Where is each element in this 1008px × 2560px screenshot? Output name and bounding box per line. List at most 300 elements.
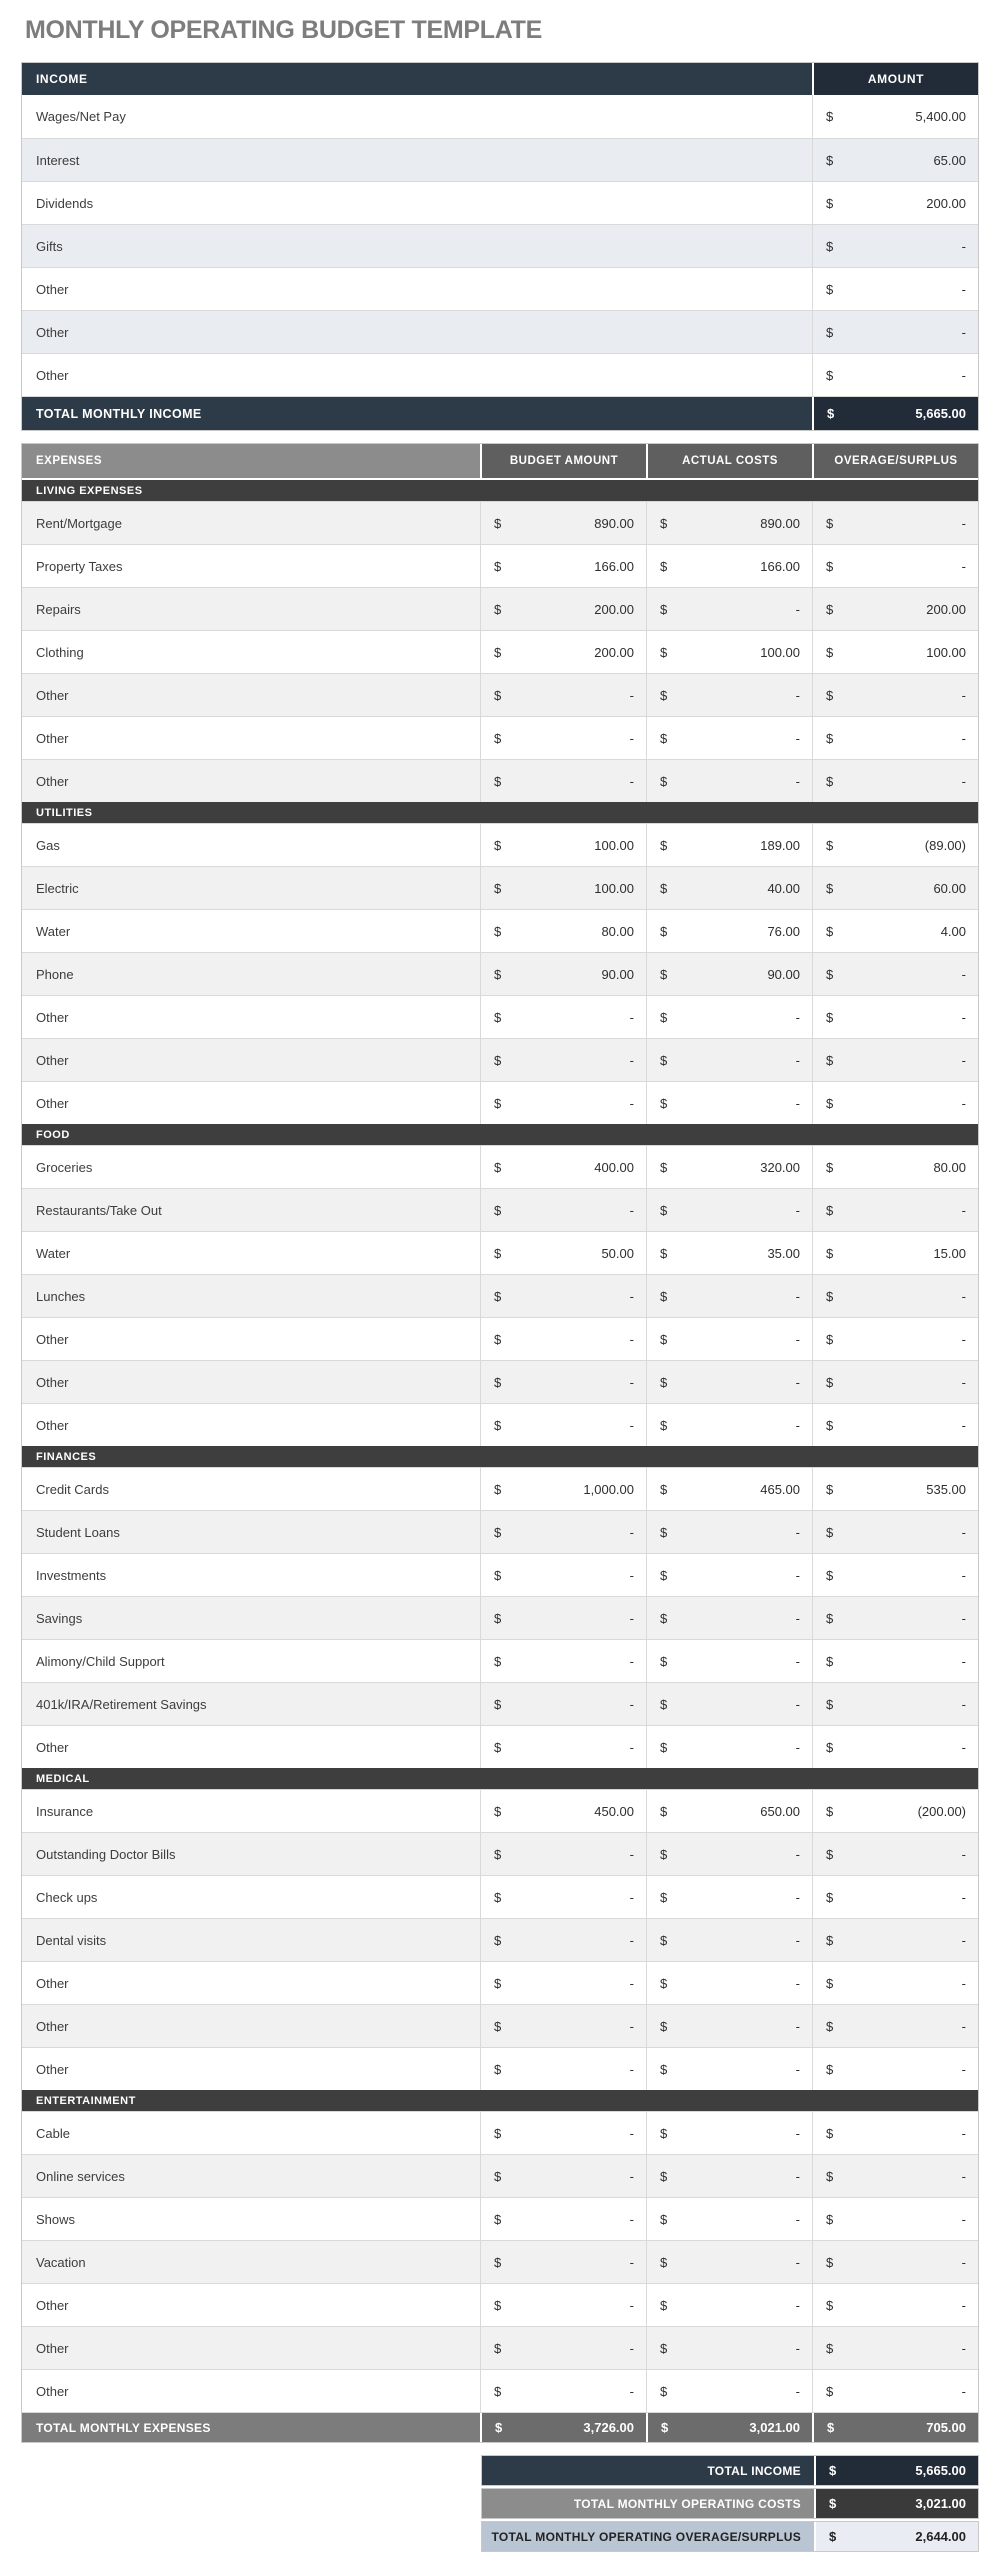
currency-symbol: $	[494, 1567, 502, 1583]
amount-value: -	[795, 1653, 800, 1669]
actual-costs-cell	[646, 1640, 812, 1682]
actual-costs-cell	[646, 1511, 812, 1553]
income-row-amount	[812, 268, 978, 310]
currency-symbol: $	[660, 1481, 668, 1497]
expense-row-other-6	[22, 759, 978, 802]
budget-amount-cell	[480, 867, 646, 909]
currency-symbol: $	[660, 515, 668, 531]
currency-symbol: $	[494, 837, 502, 853]
currency-symbol: $	[660, 1374, 668, 1390]
expense-row-water-2	[22, 909, 978, 952]
amount-value: -	[795, 2297, 800, 2313]
amount-value: 100.00	[926, 644, 966, 660]
budget-amount-cell	[480, 2112, 646, 2154]
amount-value: -	[795, 1095, 800, 1111]
currency-symbol: $	[660, 1159, 668, 1175]
amount-value: -	[961, 1739, 966, 1755]
currency-symbol: $	[660, 966, 668, 982]
amount-value: -	[629, 2061, 634, 2077]
budget-amount-cell	[480, 1962, 646, 2004]
amount-value: 100.00	[594, 837, 634, 853]
amount-value: 90.00	[767, 966, 800, 982]
summary-totals	[481, 2455, 979, 2552]
amount-value: 3,726.00	[583, 2420, 634, 2435]
expense-row-label: Other	[36, 2297, 69, 2313]
expense-row-shows-2	[22, 2197, 978, 2240]
actual-costs-cell	[646, 545, 812, 587]
amount-value: -	[961, 1288, 966, 1304]
expense-row-label: Check ups	[36, 1889, 98, 1905]
currency-symbol: $	[660, 2125, 668, 2141]
expense-row-dental-visits-3	[22, 1918, 978, 1961]
overage-surplus-column-header: OVERAGE/SURPLUS	[812, 444, 978, 478]
amount-value: -	[795, 2211, 800, 2227]
amount-value: -	[795, 730, 800, 746]
expense-row-label: Other	[36, 1374, 69, 1390]
currency-symbol: $	[660, 1803, 668, 1819]
actual-costs-cell	[646, 717, 812, 759]
amount-value: -	[961, 1696, 966, 1712]
actual-costs-cell	[646, 1232, 812, 1274]
amount-value: 80.00	[601, 923, 634, 939]
budget-amount-cell	[480, 824, 646, 866]
currency-symbol: $	[494, 1374, 502, 1390]
amount-value: 200.00	[594, 601, 634, 617]
amount-value: -	[961, 966, 966, 982]
actual-costs-cell	[646, 1833, 812, 1875]
amount-value: -	[795, 601, 800, 617]
amount-value: -	[629, 2340, 634, 2356]
amount-value: -	[629, 1202, 634, 1218]
amount-value: -	[795, 2254, 800, 2270]
expense-row-label: Restaurants/Take Out	[36, 1202, 162, 1218]
budget-amount-cell	[480, 1640, 646, 1682]
amount-value: -	[629, 1095, 634, 1111]
currency-symbol: $	[826, 923, 834, 939]
currency-symbol: $	[494, 773, 502, 789]
expense-row-online-services-1	[22, 2154, 978, 2197]
expense-row-label: Investments	[36, 1567, 107, 1583]
currency-symbol: $	[494, 2018, 502, 2034]
currency-symbol: $	[660, 1009, 668, 1025]
overage-surplus-cell	[812, 953, 978, 995]
actual-costs-cell	[646, 867, 812, 909]
expense-row-other-5	[22, 2004, 978, 2047]
currency-symbol: $	[826, 367, 834, 383]
amount-value: 465.00	[760, 1481, 800, 1497]
currency-symbol: $	[826, 238, 834, 254]
amount-value: -	[629, 1696, 634, 1712]
amount-value: -	[795, 1524, 800, 1540]
expense-row-label: Dental visits	[36, 1932, 107, 1948]
income-row-label: Wages/Net Pay	[36, 109, 126, 124]
amount-value: -	[961, 1009, 966, 1025]
overage-surplus-cell	[812, 1232, 978, 1274]
amount-value: -	[629, 2018, 634, 2034]
currency-symbol: $	[660, 1202, 668, 1218]
expense-row-repairs-2	[22, 587, 978, 630]
amount-value: -	[961, 1610, 966, 1626]
currency-symbol: $	[494, 2211, 502, 2227]
amount-value: -	[629, 2211, 634, 2227]
amount-value: 15.00	[933, 1245, 966, 1261]
currency-symbol: $	[826, 837, 834, 853]
currency-symbol: $	[660, 2211, 668, 2227]
expense-row-label: Savings	[36, 1610, 83, 1626]
currency-symbol: $	[494, 1932, 502, 1948]
budget-amount-cell	[480, 760, 646, 802]
currency-symbol: $	[494, 1524, 502, 1540]
overage-surplus-cell	[812, 1919, 978, 1961]
currency-symbol: $	[494, 2383, 502, 2399]
expense-row-other-5	[22, 716, 978, 759]
currency-symbol: $	[660, 2383, 668, 2399]
budget-amount-cell	[480, 1554, 646, 1596]
expense-row-label: Other	[36, 773, 69, 789]
expense-row-label: Electric	[36, 880, 79, 896]
expense-row-label: Repairs	[36, 601, 81, 617]
amount-value: 166.00	[760, 558, 800, 574]
amount-value: 200.00	[594, 644, 634, 660]
budget-amount-cell	[480, 717, 646, 759]
budget-amount-cell	[480, 2155, 646, 2197]
income-row-label: Interest	[36, 152, 80, 168]
amount-value: -	[961, 1331, 966, 1347]
amount-value: 90.00	[601, 966, 634, 982]
currency-symbol: $	[660, 2254, 668, 2270]
expense-sections	[22, 480, 978, 2412]
currency-symbol: $	[826, 1159, 834, 1175]
summary-row-label: TOTAL MONTHLY OPERATING COSTS	[482, 2489, 814, 2518]
currency-symbol: $	[826, 2211, 834, 2227]
amount-value: -	[961, 1374, 966, 1390]
income-row-wages-net-pay-0	[22, 95, 978, 138]
currency-symbol: $	[494, 558, 502, 574]
budget-amount-cell	[480, 996, 646, 1038]
currency-symbol: $	[661, 2420, 669, 2435]
currency-symbol: $	[494, 2125, 502, 2141]
currency-symbol: $	[494, 1052, 502, 1068]
amount-value: -	[795, 2125, 800, 2141]
currency-symbol: $	[660, 2018, 668, 2034]
budget-amount-cell	[480, 2327, 646, 2369]
amount-value: -	[629, 1846, 634, 1862]
currency-symbol: $	[826, 1417, 834, 1433]
actual-costs-cell	[646, 1146, 812, 1188]
income-row-amount	[812, 225, 978, 267]
currency-symbol: $	[826, 281, 834, 297]
actual-costs-cell	[646, 2241, 812, 2283]
amount-value: -	[795, 1932, 800, 1948]
section-header-living-expenses: LIVING EXPENSES	[22, 480, 978, 501]
expense-row-other-5	[22, 2326, 978, 2369]
amount-value: -	[629, 2125, 634, 2141]
currency-symbol: $	[494, 1975, 502, 1991]
amount-value: 100.00	[594, 880, 634, 896]
amount-value: -	[795, 687, 800, 703]
amount-value: -	[961, 558, 966, 574]
currency-symbol: $	[826, 1524, 834, 1540]
actual-costs-cell	[646, 2370, 812, 2412]
income-row-other-6	[22, 353, 978, 396]
expense-row-other-5	[22, 1038, 978, 1081]
currency-symbol: $	[494, 2340, 502, 2356]
income-header-row	[22, 63, 978, 95]
amount-value: 450.00	[594, 1803, 634, 1819]
overage-surplus-cell	[812, 1275, 978, 1317]
actual-costs-cell	[646, 1919, 812, 1961]
currency-symbol: $	[660, 687, 668, 703]
amount-value: -	[961, 2383, 966, 2399]
amount-value: -	[795, 2168, 800, 2184]
amount-value: -	[961, 1524, 966, 1540]
overage-surplus-cell	[812, 2284, 978, 2326]
amount-value: 890.00	[594, 515, 634, 531]
section-header-finances: FINANCES	[22, 1446, 978, 1467]
currency-symbol: $	[826, 2018, 834, 2034]
amount-value: -	[795, 1889, 800, 1905]
overage-surplus-cell	[812, 2005, 978, 2047]
overage-surplus-cell	[812, 2241, 978, 2283]
currency-symbol: $	[826, 1245, 834, 1261]
expense-row-label: Water	[36, 923, 71, 939]
amount-value: -	[795, 1052, 800, 1068]
currency-symbol: $	[826, 2125, 834, 2141]
income-row-other-5	[22, 310, 978, 353]
amount-value: -	[961, 687, 966, 703]
amount-value: 60.00	[933, 880, 966, 896]
currency-symbol: $	[826, 109, 834, 124]
income-row-gifts-3	[22, 224, 978, 267]
total-monthly-expenses-row	[22, 2412, 978, 2442]
budget-amount-cell	[480, 1082, 646, 1124]
summary-row-amount	[814, 2456, 978, 2485]
amount-value: -	[795, 2061, 800, 2077]
amount-value: -	[795, 1009, 800, 1025]
currency-symbol: $	[826, 2383, 834, 2399]
currency-symbol: $	[494, 966, 502, 982]
currency-symbol: $	[660, 1696, 668, 1712]
currency-symbol: $	[494, 1095, 502, 1111]
amount-value: -	[629, 1524, 634, 1540]
actual-costs-cell	[646, 502, 812, 544]
currency-symbol: $	[494, 2061, 502, 2077]
budget-amount-cell	[480, 1146, 646, 1188]
actual-costs-cell	[646, 910, 812, 952]
currency-symbol: $	[660, 1653, 668, 1669]
expense-row-investments-2	[22, 1553, 978, 1596]
currency-symbol: $	[826, 1374, 834, 1390]
expense-row-label: Other	[36, 1331, 69, 1347]
overage-surplus-cell	[812, 2048, 978, 2090]
income-row-label: Other	[36, 367, 69, 383]
actual-costs-cell	[646, 996, 812, 1038]
currency-symbol: $	[660, 1288, 668, 1304]
currency-symbol: $	[826, 1846, 834, 1862]
currency-symbol: $	[826, 1009, 834, 1025]
amount-value: -	[961, 1202, 966, 1218]
summary-row-total-monthly-operating-overage-surplus	[481, 2521, 979, 2552]
currency-symbol: $	[494, 1803, 502, 1819]
actual-costs-cell	[646, 1554, 812, 1596]
budget-amount-cell	[480, 1189, 646, 1231]
expense-row-label: Gas	[36, 837, 60, 853]
expense-row-vacation-3	[22, 2240, 978, 2283]
expense-row-label: Other	[36, 1009, 69, 1025]
overage-surplus-cell	[812, 1790, 978, 1832]
amount-value: 189.00	[760, 837, 800, 853]
income-rows	[22, 95, 978, 396]
currency-symbol: $	[660, 1889, 668, 1905]
expense-row-outstanding-doctor-bills-1	[22, 1832, 978, 1875]
budget-amount-cell	[480, 953, 646, 995]
currency-symbol: $	[494, 1331, 502, 1347]
overage-surplus-cell	[812, 1554, 978, 1596]
section-header-food: FOOD	[22, 1124, 978, 1145]
currency-symbol: $	[826, 601, 834, 617]
amount-value: -	[629, 1610, 634, 1626]
amount-value: 400.00	[594, 1159, 634, 1175]
actual-costs-cell	[646, 2112, 812, 2154]
expense-row-water-2	[22, 1231, 978, 1274]
overage-surplus-cell	[812, 1361, 978, 1403]
currency-symbol: $	[660, 730, 668, 746]
summary-row-total-monthly-operating-costs	[481, 2488, 979, 2519]
total-expenses-overage-surplus	[812, 2413, 978, 2442]
currency-symbol: $	[660, 773, 668, 789]
amount-value: -	[629, 2383, 634, 2399]
amount-value: 200.00	[926, 601, 966, 617]
currency-symbol: $	[494, 1653, 502, 1669]
amount-column-header: AMOUNT	[812, 63, 978, 95]
amount-value: -	[961, 2168, 966, 2184]
amount-value: 3,021.00	[915, 2496, 966, 2511]
summary-row-total-income	[481, 2455, 979, 2486]
expense-row-electric-1	[22, 866, 978, 909]
actual-costs-cell	[646, 1468, 812, 1510]
actual-costs-cell	[646, 1962, 812, 2004]
budget-amount-cell	[480, 1833, 646, 1875]
currency-symbol: $	[660, 1095, 668, 1111]
income-row-amount	[812, 354, 978, 396]
overage-surplus-cell	[812, 2155, 978, 2197]
currency-symbol: $	[494, 1696, 502, 1712]
expense-row-label: Insurance	[36, 1803, 94, 1819]
overage-surplus-cell	[812, 1189, 978, 1231]
currency-symbol: $	[494, 2168, 502, 2184]
amount-value: -	[795, 2340, 800, 2356]
currency-symbol: $	[660, 1610, 668, 1626]
amount-value: 80.00	[933, 1159, 966, 1175]
amount-value: -	[961, 2297, 966, 2313]
section-header-entertainment: ENTERTAINMENT	[22, 2090, 978, 2111]
expense-row-other-6	[22, 2047, 978, 2090]
actual-costs-cell	[646, 1318, 812, 1360]
expense-row-label: Property Taxes	[36, 558, 123, 574]
currency-symbol: $	[494, 644, 502, 660]
overage-surplus-cell	[812, 1146, 978, 1188]
amount-value: -	[795, 1288, 800, 1304]
income-row-label: Other	[36, 324, 69, 340]
overage-surplus-cell	[812, 1468, 978, 1510]
expense-row-label: Other	[36, 2018, 69, 2034]
overage-surplus-cell	[812, 1876, 978, 1918]
currency-symbol: $	[826, 1202, 834, 1218]
currency-symbol: $	[826, 773, 834, 789]
overage-surplus-cell	[812, 867, 978, 909]
currency-symbol: $	[829, 2496, 837, 2511]
amount-value: -	[795, 1975, 800, 1991]
expense-row-label: Other	[36, 730, 69, 746]
overage-surplus-cell	[812, 631, 978, 673]
currency-symbol: $	[826, 1975, 834, 1991]
currency-symbol: $	[826, 324, 834, 340]
actual-costs-cell	[646, 1361, 812, 1403]
actual-costs-cell	[646, 2327, 812, 2369]
amount-value: -	[961, 2254, 966, 2270]
currency-symbol: $	[494, 1846, 502, 1862]
expense-row-check-ups-2	[22, 1875, 978, 1918]
total-monthly-expenses-label: TOTAL MONTHLY EXPENSES	[22, 2413, 480, 2442]
amount-value: (200.00)	[917, 1803, 966, 1819]
expense-row-label: Water	[36, 1245, 71, 1261]
budget-amount-cell	[480, 1039, 646, 1081]
expense-row-label: Other	[36, 2383, 69, 2399]
amount-value: -	[961, 1846, 966, 1862]
budget-amount-cell	[480, 1876, 646, 1918]
expense-row-property-taxes-1	[22, 544, 978, 587]
income-header-label: INCOME	[22, 63, 812, 95]
currency-symbol: $	[494, 730, 502, 746]
currency-symbol: $	[660, 1846, 668, 1862]
currency-symbol: $	[494, 1159, 502, 1175]
currency-symbol: $	[660, 1932, 668, 1948]
overage-surplus-cell	[812, 1726, 978, 1768]
budget-amount-cell	[480, 2048, 646, 2090]
expense-row-lunches-3	[22, 1274, 978, 1317]
actual-costs-cell	[646, 824, 812, 866]
actual-costs-cell	[646, 631, 812, 673]
currency-symbol: $	[494, 1288, 502, 1304]
currency-symbol: $	[494, 1739, 502, 1755]
expense-row-insurance-0	[22, 1789, 978, 1832]
amount-value: -	[795, 1696, 800, 1712]
amount-value: -	[961, 2061, 966, 2077]
currency-symbol: $	[494, 923, 502, 939]
amount-value: -	[629, 1932, 634, 1948]
income-row-label: Gifts	[36, 238, 63, 254]
currency-symbol: $	[660, 1567, 668, 1583]
overage-surplus-cell	[812, 760, 978, 802]
amount-value: -	[629, 1288, 634, 1304]
currency-symbol: $	[829, 2529, 837, 2544]
actual-costs-column-header: ACTUAL COSTS	[646, 444, 812, 478]
currency-symbol: $	[494, 1009, 502, 1025]
actual-costs-cell	[646, 1683, 812, 1725]
currency-symbol: $	[660, 2297, 668, 2313]
expenses-table	[21, 443, 979, 2443]
actual-costs-cell	[646, 2048, 812, 2090]
overage-surplus-cell	[812, 2370, 978, 2412]
currency-symbol: $	[660, 2061, 668, 2077]
summary-row-amount	[814, 2522, 978, 2551]
currency-symbol: $	[826, 644, 834, 660]
currency-symbol: $	[826, 1932, 834, 1948]
currency-symbol: $	[826, 2254, 834, 2270]
expense-row-groceries-0	[22, 1145, 978, 1188]
expense-row-label: Online services	[36, 2168, 125, 2184]
expense-row-401k-ira-retirement-savings-5	[22, 1682, 978, 1725]
